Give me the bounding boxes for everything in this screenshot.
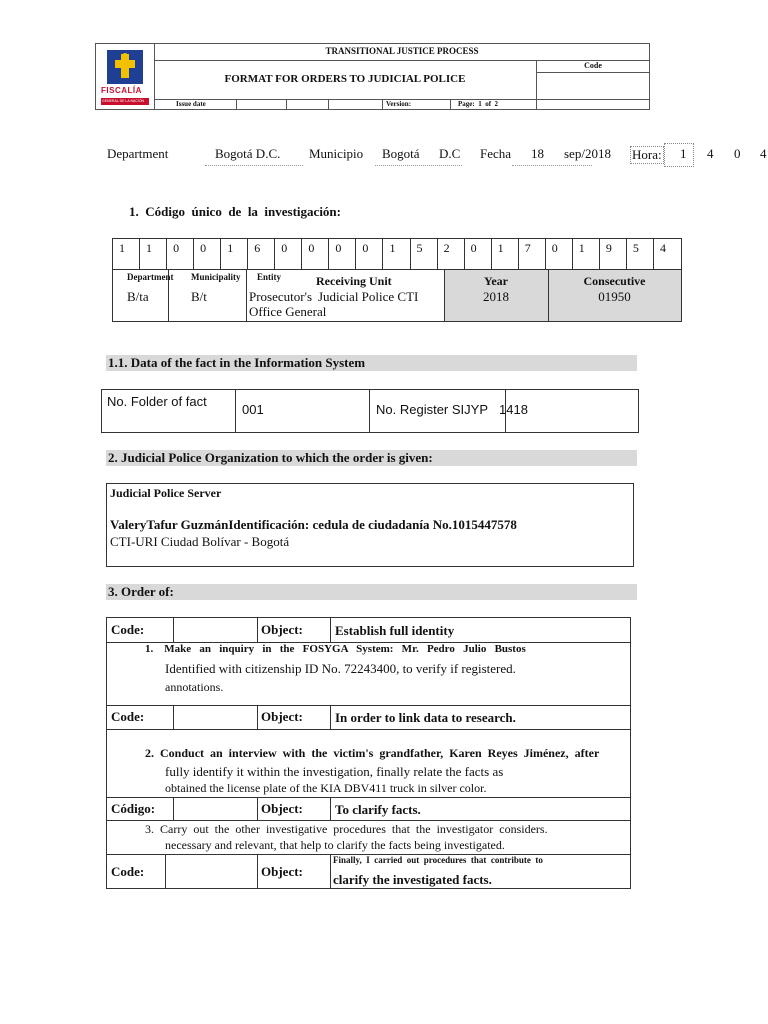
order-text: annotations. xyxy=(165,680,224,694)
code-digit: 5 xyxy=(411,239,438,269)
version-label: Version: xyxy=(386,100,412,108)
code-label: Code xyxy=(584,61,602,70)
unit-line: CTI-URI Ciudad Bolívar - Bogotá xyxy=(110,534,290,549)
object-value: Establish full identity xyxy=(335,623,455,638)
code-digit: 0 xyxy=(546,239,573,269)
code-digit: 6 xyxy=(248,239,275,269)
logo-subtext: GENERAL DE LA NACIÓN xyxy=(102,99,145,103)
section1-1-title: 1.1. Data of the fact in the Information System xyxy=(106,355,637,371)
object-value: clarify the investigated facts. xyxy=(333,872,492,887)
municipio-suffix: D.C xyxy=(439,146,461,161)
entity-col-value: Prosecutor's Office General xyxy=(249,289,327,319)
format-title: FORMAT FOR ORDERS TO JUDICIAL POLICE xyxy=(224,73,466,85)
code-digit: 1 xyxy=(140,239,167,269)
receiving-unit-value: Judicial Police CTI xyxy=(318,289,419,304)
receiving-unit-label: Receiving Unit xyxy=(316,274,392,288)
municipality-col-value: B/t xyxy=(191,289,207,304)
issue-date-label: Issue date xyxy=(176,100,206,108)
code-digit: 0 xyxy=(302,239,329,269)
code-digit: 5 xyxy=(627,239,654,269)
server-line: ValeryTafur GuzmánIdentificación: cedula de ciudadanía No.1015447578 xyxy=(110,517,517,532)
folder-label: No. Folder of fact xyxy=(107,394,207,409)
order-text: 3. Carry out the other investigative procedures that the investigator considers. xyxy=(145,822,548,836)
code-digit: 0 xyxy=(167,239,194,269)
order-text: obtained the license plate of the KIA DBV411 truck in silver color. xyxy=(165,781,487,795)
codigo-label: Código: xyxy=(111,801,156,816)
orders-table xyxy=(106,617,631,889)
municipio-value: Bogotá xyxy=(382,146,420,161)
logo-cell xyxy=(96,44,155,109)
logo-text: FISCALÍA xyxy=(101,86,142,95)
object-value: In order to link data to research. xyxy=(335,710,516,725)
investigation-code-grid xyxy=(112,238,682,322)
section3-title: 3. Order of: xyxy=(106,584,637,600)
code-label: Code: xyxy=(111,622,145,637)
order-text: 1. Make an inquiry in the FOSYGA System: Mr. Pedro Julio Bustos xyxy=(145,643,526,655)
consecutive-value: 01950 xyxy=(598,289,631,304)
department-value: Bogotá D.C. xyxy=(215,146,281,161)
code-digit: 2 xyxy=(438,239,465,269)
year-value: 2018 xyxy=(483,289,509,304)
page-label: Page: 1 of 2 xyxy=(458,100,499,108)
order-text: Identified with citizenship ID No. 72243400, to verify if registered. xyxy=(165,661,516,676)
process-title: TRANSITIONAL JUSTICE PROCESS xyxy=(325,46,479,56)
object-label: Object: xyxy=(261,864,303,879)
hora-label: Hora: xyxy=(632,147,662,162)
entity-col-label: Entity xyxy=(257,272,282,282)
hora-digit: 0 xyxy=(734,146,741,161)
object-label: Object: xyxy=(261,622,303,637)
dept-col-label: Department xyxy=(127,272,174,282)
code-digit: 0 xyxy=(275,239,302,269)
hora-digit: 4 xyxy=(760,146,767,161)
municipality-col-label: Municipality xyxy=(191,272,241,282)
hora-digit: 1 xyxy=(680,146,687,161)
hora-digit: 4 xyxy=(707,146,714,161)
code-digit: 4 xyxy=(659,241,666,255)
server-label: Judicial Police Server xyxy=(110,486,222,500)
object-value: To clarify facts. xyxy=(335,802,421,817)
order-text: 2. Conduct an interview with the victim's grandfather, Karen Reyes Jiménez, after xyxy=(145,746,600,760)
code-label: Code: xyxy=(111,709,145,724)
police-organization-box xyxy=(106,483,634,567)
department-label: Department xyxy=(107,146,169,161)
fecha-label: Fecha xyxy=(480,146,512,161)
fecha-day: 18 xyxy=(531,146,544,161)
code-digit: 1 xyxy=(221,239,248,269)
code-digit: 0 xyxy=(194,239,221,269)
dept-col-value: B/ta xyxy=(127,289,149,304)
year-label: Year xyxy=(484,274,508,288)
code-digit: 1 xyxy=(573,239,600,269)
fact-data-table xyxy=(101,389,639,433)
code-digit: 9 xyxy=(600,239,627,269)
register-label: No. Register SIJYP xyxy=(376,402,488,417)
code-digit: 0 xyxy=(356,239,383,269)
consecutive-label: Consecutive xyxy=(583,274,646,288)
municipio-label: Municipio xyxy=(309,146,364,161)
code-digit: 1 xyxy=(383,239,410,269)
folder-value: 001 xyxy=(242,402,264,417)
code-digit: 1 xyxy=(113,239,140,269)
code-digit: 0 xyxy=(465,239,492,269)
object-value: Finally, I carried out procedures that contribute to xyxy=(333,855,543,865)
order-text: necessary and relevant, that help to clarify the facts being investigated. xyxy=(165,838,505,852)
code-label: Code: xyxy=(111,864,145,879)
section2-title: 2. Judicial Police Organization to which the order is given: xyxy=(106,450,637,466)
register-value: 1418 xyxy=(499,402,528,417)
hora-box xyxy=(664,143,694,167)
document-header xyxy=(95,43,650,110)
code-digit: 1 xyxy=(492,239,519,269)
section1-title: 1. Código único de la investigación: xyxy=(129,204,341,219)
code-digit: 7 xyxy=(519,239,546,269)
code-digit: 0 xyxy=(329,239,356,269)
object-label: Object: xyxy=(261,801,303,816)
order-text: fully identify it within the investigation, finally relate the facts as xyxy=(165,764,504,779)
fecha-month: sep/2018 xyxy=(564,146,611,161)
object-label: Object: xyxy=(261,709,303,724)
